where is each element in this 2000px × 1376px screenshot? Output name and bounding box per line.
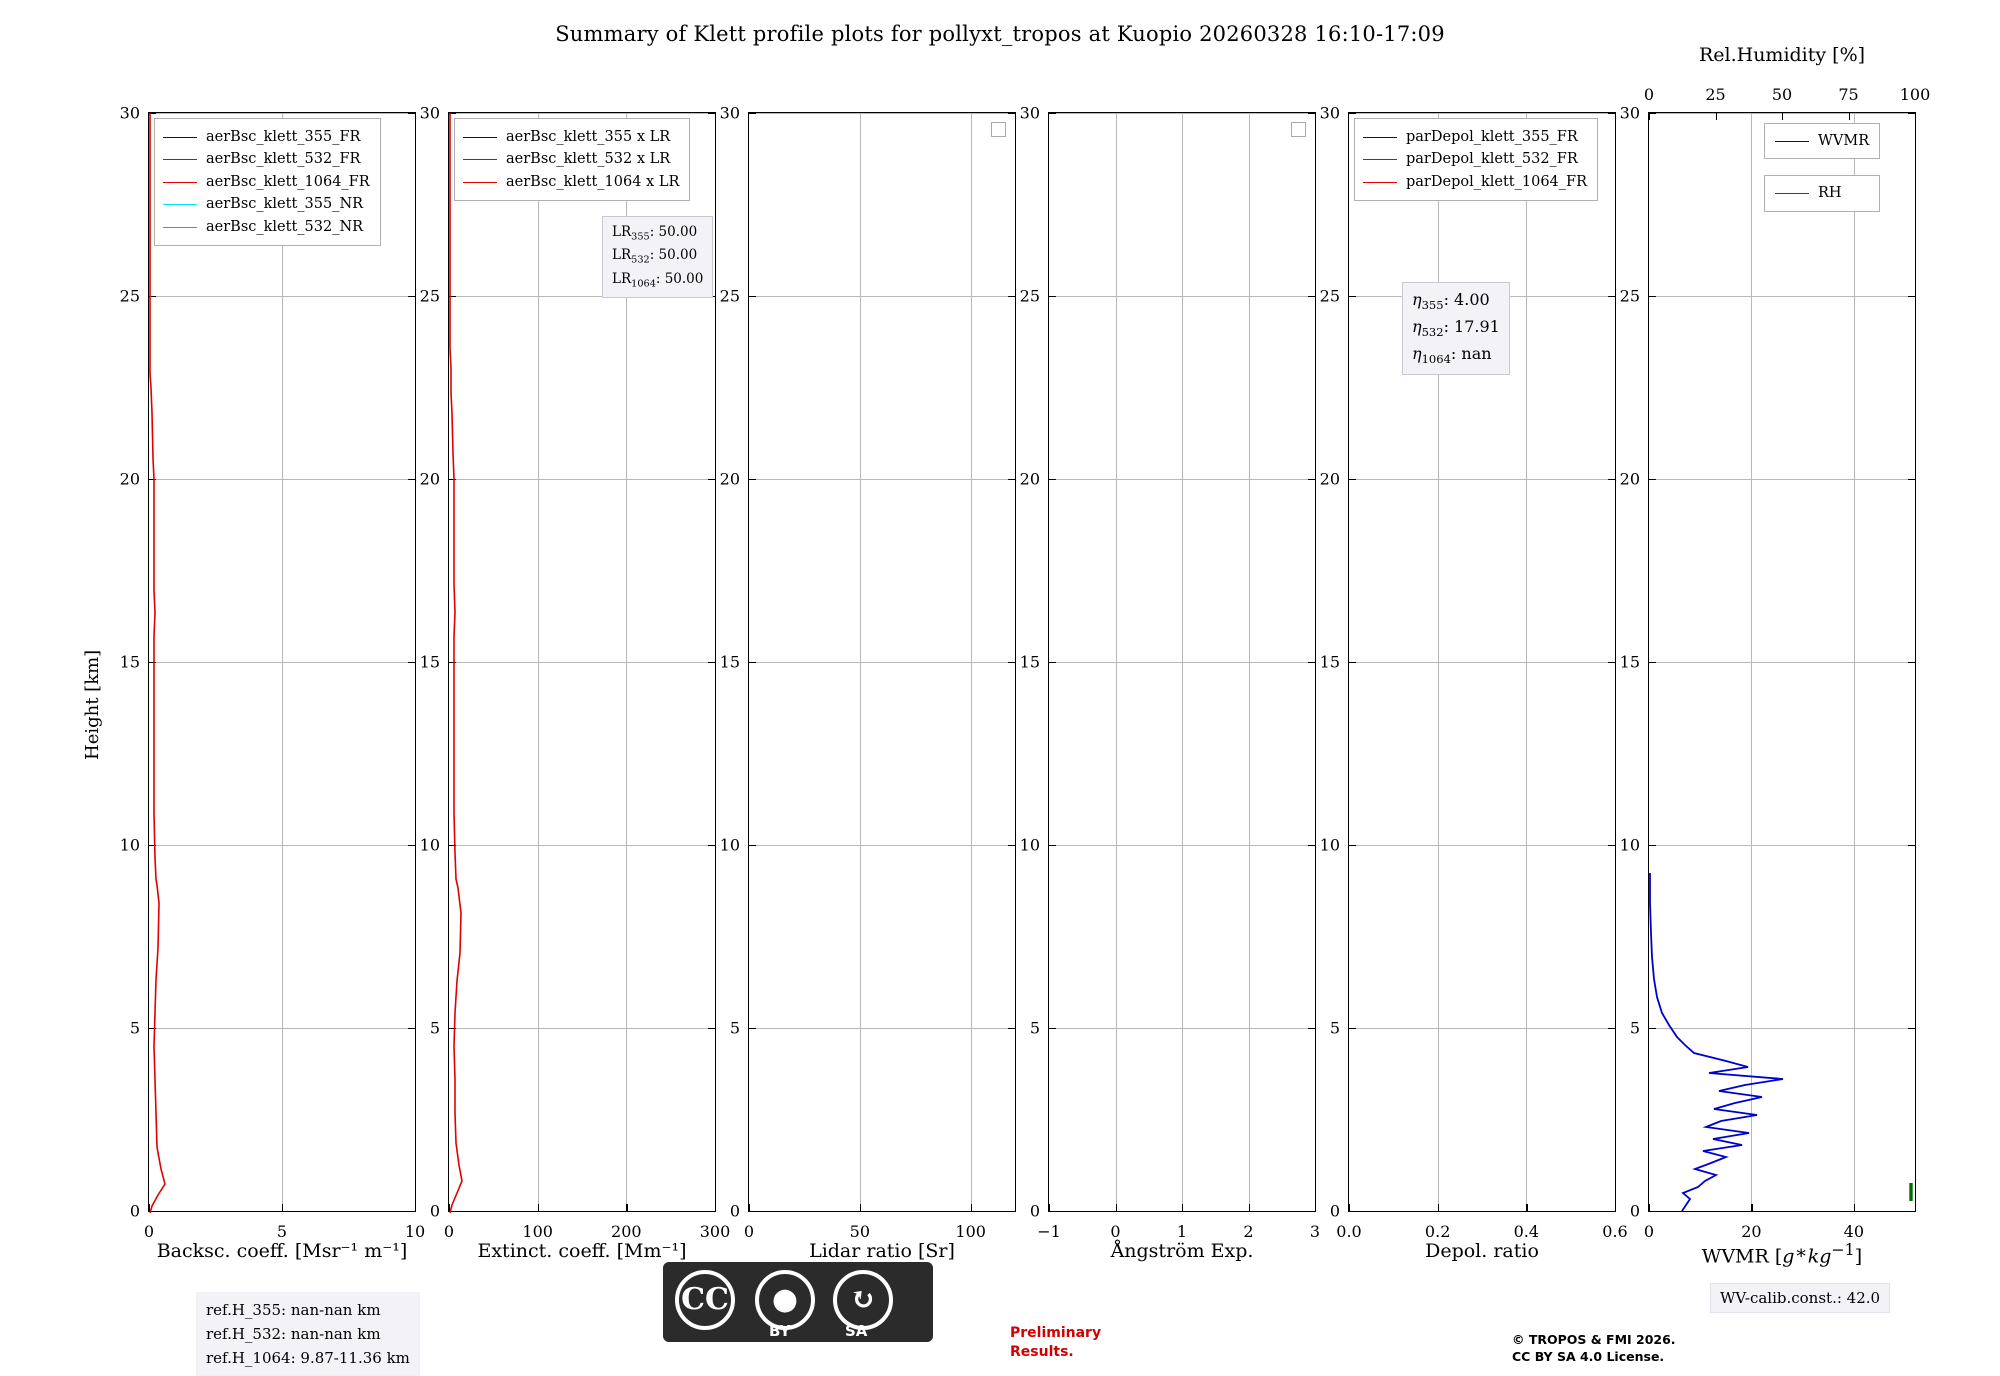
y-tick: 0	[1329, 1201, 1340, 1221]
y-tick: 15	[1019, 652, 1040, 672]
x-tick: 40	[1843, 1222, 1864, 1241]
legend-line-rh	[1775, 193, 1809, 194]
reference-heights-box	[196, 1292, 420, 1376]
cc-by-label: BY	[769, 1322, 791, 1340]
panel-lidar-ratio	[719, 103, 1016, 1262]
y-tick: 0	[429, 1201, 440, 1221]
y-tick: 5	[429, 1018, 440, 1038]
cc-icon: CC	[675, 1270, 735, 1330]
y-tick: 25	[419, 286, 440, 306]
y-tick: 20	[1019, 469, 1040, 489]
y-tick: 10	[119, 835, 140, 855]
y-tick: 25	[1619, 286, 1640, 306]
x-axis-label-depol-ratio: Depol. ratio	[1425, 1240, 1539, 1262]
x-axis-label-lidar-ratio: Lidar ratio [Sr]	[809, 1240, 955, 1262]
ref-h-1064: ref.H_1064: 9.87-11.36 km	[206, 1349, 410, 1367]
plot-area-backscatter	[119, 103, 426, 1241]
y-tick: 15	[719, 652, 740, 672]
x-tick: 200	[611, 1222, 642, 1241]
panel-angstrom	[1019, 103, 1321, 1262]
y-tick: 30	[1619, 103, 1640, 123]
legend-line-355fr	[163, 137, 197, 138]
y-tick: 10	[1319, 835, 1340, 855]
wv-calibration-note: WV-calib.const.: 42.0	[1710, 1283, 1890, 1313]
x-tick: 0	[1110, 1222, 1121, 1241]
y-tick: 25	[1019, 286, 1040, 306]
legend-line-1064xlr	[463, 182, 497, 183]
y-tick: 10	[1619, 835, 1640, 855]
y-tick: 0	[729, 1201, 740, 1221]
y-tick: 15	[1619, 652, 1640, 672]
lr-1064: $LR_{1064}$: 50.00	[612, 270, 704, 290]
legend-line-532nr	[163, 227, 197, 228]
eta-532: $\eta_{532}$: 17.91	[1412, 317, 1500, 340]
y-tick: 10	[1019, 835, 1040, 855]
x-tick: 20	[1741, 1222, 1762, 1241]
legend-item: parDepol_klett_1064_FR	[1363, 171, 1587, 193]
creative-commons-logo	[663, 1262, 933, 1342]
legend-item: aerBsc_klett_355 x LR	[463, 126, 679, 148]
legend-backscatter	[154, 118, 381, 246]
legend-wvmr	[1756, 116, 1890, 219]
x-tick: 0.6	[1602, 1222, 1628, 1241]
eta-info	[1402, 282, 1510, 375]
x-tick: 0	[743, 1222, 755, 1241]
x-tick: −1	[1037, 1222, 1061, 1241]
x-tick: 10	[404, 1222, 426, 1241]
x-tick: 0	[1643, 1222, 1655, 1241]
legend-item: aerBsc_klett_355_FR	[163, 126, 370, 148]
y-tick: 5	[729, 1018, 740, 1038]
legend-line-pardepol355	[1363, 137, 1397, 138]
legend-item: WVMR	[1764, 123, 1880, 159]
y-tick: 20	[719, 469, 740, 489]
plot-area-wvmr	[1619, 85, 1931, 1241]
panel-backscatter	[119, 103, 426, 1262]
x-axis-label-extinction: Extinct. coeff. [Mm⁻¹]	[477, 1240, 687, 1262]
x-tick: 0.2	[1424, 1222, 1451, 1241]
x-tick: 1	[1176, 1222, 1188, 1241]
y-tick: 30	[419, 103, 440, 123]
lr-355: $LR_{355}$: 50.00	[612, 224, 698, 243]
y-tick: 0	[1629, 1201, 1640, 1221]
preliminary-results-note: Preliminary Results.	[1010, 1325, 1102, 1360]
cc-sa-label: SA	[845, 1322, 868, 1340]
cc-sa-icon: ↻	[833, 1270, 893, 1330]
y-tick: 5	[129, 1018, 140, 1038]
wvmr-curve	[1649, 113, 1917, 1213]
y-tick: 15	[1319, 652, 1340, 672]
lr-532: $LR_{532}$: 50.00	[612, 247, 698, 266]
y-tick: 20	[1319, 469, 1340, 489]
y-tick: 25	[1319, 286, 1340, 306]
plot-area-depol-ratio	[1319, 103, 1628, 1241]
y-axis-label: Height [km]	[82, 649, 103, 760]
legend-line-355xlr	[463, 137, 497, 138]
legend-item: aerBsc_klett_532 x LR	[463, 148, 679, 170]
x-tick: 5	[276, 1222, 288, 1241]
empty-legend-box-angstrom	[1291, 122, 1306, 137]
legend-line-wvmr	[1775, 141, 1809, 142]
y-tick: 0	[1029, 1201, 1040, 1221]
x-tick: 3	[1309, 1222, 1321, 1241]
y-tick: 10	[719, 835, 740, 855]
y-tick: 0	[129, 1201, 140, 1221]
ref-h-355: ref.H_355: nan-nan km	[206, 1301, 381, 1319]
cc-by-icon: ●	[755, 1270, 815, 1330]
legend-item: parDepol_klett_532_FR	[1363, 148, 1587, 170]
x-tick: 0.0	[1336, 1222, 1362, 1241]
x-axis-label-wvmr: WVMR [g * $kg^{-1}$]	[1701, 1240, 1863, 1268]
backscatter-curves	[149, 113, 417, 1213]
panel-wvmr	[1619, 44, 1931, 1268]
ref-h-532: ref.H_532: nan-nan km	[206, 1325, 381, 1343]
legend-line-pardepol1064	[1363, 182, 1397, 183]
y-tick: 20	[419, 469, 440, 489]
y-tick: 20	[119, 469, 140, 489]
x-tick: 0	[143, 1222, 155, 1241]
legend-line-355nr	[163, 204, 197, 205]
panel-extinction	[419, 103, 731, 1262]
legend-item: aerBsc_klett_1064_FR	[163, 171, 370, 193]
top-x-tick: 100	[1899, 85, 1931, 104]
y-tick: 30	[719, 103, 740, 123]
top-x-tick: 50	[1771, 85, 1793, 104]
y-tick: 5	[1629, 1018, 1640, 1038]
legend-item: parDepol_klett_355_FR	[1363, 126, 1587, 148]
legend-line-532fr	[163, 159, 197, 160]
y-tick: 5	[1329, 1018, 1340, 1038]
plot-area-angstrom	[1019, 103, 1321, 1241]
legend-extinction	[454, 118, 690, 201]
top-axis-title-rh: Rel.Humidity [%]	[1698, 44, 1866, 66]
x-tick: 2	[1243, 1222, 1254, 1241]
y-tick: 15	[119, 652, 140, 672]
top-x-tick: 0	[1643, 85, 1655, 104]
x-axis-label-angstrom: Ångström Exp.	[1110, 1240, 1254, 1262]
x-tick: 50	[849, 1222, 871, 1241]
legend-line-1064fr	[163, 182, 197, 183]
y-tick: 30	[119, 103, 140, 123]
top-x-tick: 75	[1838, 85, 1859, 104]
legend-line-pardepol532	[1363, 159, 1397, 160]
x-axis-label-backscatter: Backsc. coeff. [Msr⁻¹ m⁻¹]	[156, 1240, 408, 1262]
x-tick: 300	[699, 1222, 731, 1241]
eta-355: $\eta_{355}$: 4.00	[1412, 290, 1490, 313]
page-title: Summary of Klett profile plots for pollyxt_tropos at Kuopio 20260328 16:10-17:09	[555, 22, 1445, 46]
y-tick: 20	[1619, 469, 1640, 489]
y-tick: 30	[1319, 103, 1340, 123]
legend-item: aerBsc_klett_1064 x LR	[463, 171, 679, 193]
y-tick: 25	[719, 286, 740, 306]
top-x-tick: 25	[1705, 85, 1726, 104]
legend-item: aerBsc_klett_532_NR	[163, 216, 370, 238]
y-tick: 10	[419, 835, 440, 855]
x-tick: 0	[443, 1222, 455, 1241]
legend-item: aerBsc_klett_355_NR	[163, 193, 370, 215]
y-tick: 15	[419, 652, 440, 672]
legend-line-532xlr	[463, 159, 497, 160]
x-tick: 100	[522, 1222, 553, 1241]
copyright-note: © TROPOS & FMI 2026. CC BY SA 4.0 License.	[1512, 1332, 1676, 1364]
x-tick: 0.4	[1513, 1222, 1540, 1241]
legend-item: aerBsc_klett_532_FR	[163, 148, 370, 170]
plot-area-lidar-ratio	[719, 103, 1016, 1241]
y-tick: 25	[119, 286, 140, 306]
y-tick: 30	[1019, 103, 1040, 123]
legend-item: RH	[1764, 175, 1880, 211]
legend-depol-ratio	[1354, 118, 1598, 201]
eta-1064: $\eta_{1064}$: nan	[1412, 344, 1492, 367]
x-tick: 100	[955, 1222, 986, 1241]
empty-legend-box-lidar-ratio	[991, 122, 1006, 137]
y-tick: 5	[1029, 1018, 1040, 1038]
lidar-ratio-info	[602, 216, 713, 298]
panel-depol-ratio	[1319, 103, 1628, 1262]
